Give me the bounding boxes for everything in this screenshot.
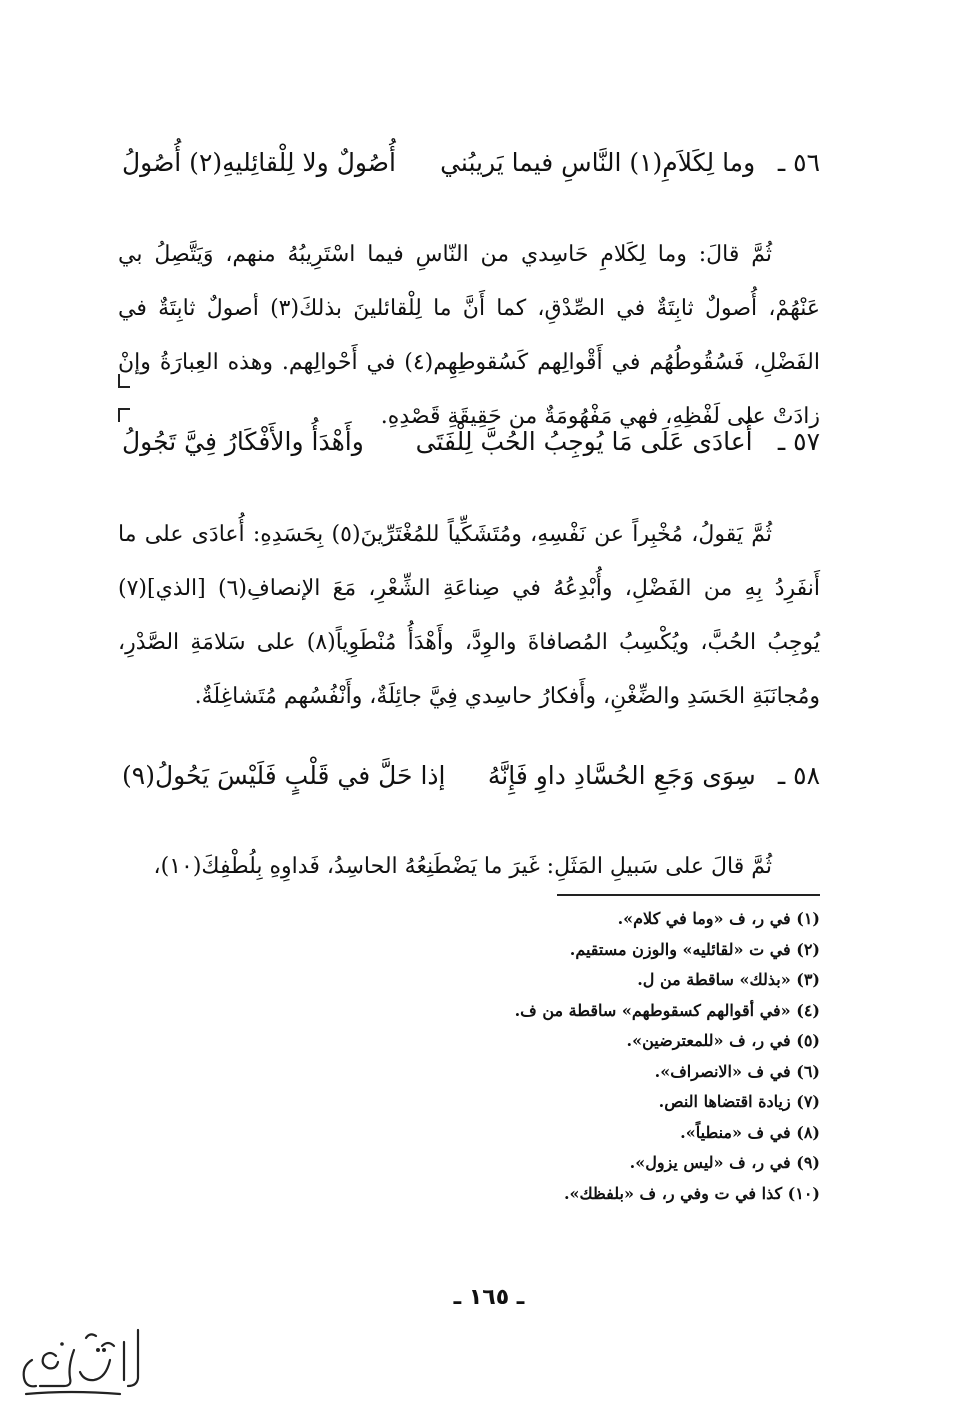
- page-number: ـ ١٦٥ ـ: [453, 1285, 525, 1310]
- section-end-mark: [118, 374, 130, 388]
- first-hemistich: سِوَى وَجَعِ الحُسَّادِ داوِ فَإِنَّهُ: [487, 761, 756, 790]
- footnote-item: (٦) في ف «الانصراف».: [654, 1061, 820, 1081]
- first-hemistich: وما لِكَلاَمِ(١) النَّاسِ فيما يَريبُني: [440, 148, 756, 177]
- commentary-paragraph: ثُمَّ قالَ: وما لِكَلامِ حَاسِدي من النّاسِ فيما اسْتَرِيبُهُ منهم، وَيَتَّصِلُ بي عَنْهُمْ، أُصولٌ ثابِتَةٌ في الصِّدْقِ، كما أَنَّ ما لِلْقائلينَ بذلكَ(٣) أصولٌ ثابِتَةٌ في الفَضْلِ، فَسُقُوطُهُم في أَقْوالِهم كَسُقوطِهِم(٤) في أَحْوالِهم. وهذه العِبارَةُ وإنْ زادَتْ على لَفْظِهِ، فهي مَفْهُومَةٌ من حَقِيقَةِ قَصْدِهِ.: [118, 242, 820, 429]
- commentary-paragraph: ثُمَّ يَقولُ، مُخْبِراً عن نَفْسِهِ، ومُتَشَكِّياً للمُغْتَرِّينَ(٥) بِحَسَدِهِ: أُعادَى على ما أَنفَرِدُ بِهِ من الفَضْلِ، وأُبْدِعُهُ في صِناعَةِ الشِّعْرِ، مَعَ الإنصافِ(٦) [الذي](٧) يُوجِبُ الحُبَّ، ويُكْسِبُ المُصافاةَ والوِدَّ، وأَهْدَأُ مُنْطَوِياً(٨) على سَلامَةِ الصَّدْرِ، ومُجانَبَةِ الحَسَدِ والضِّغْنِ، وأَفكارُ حاسِدي فِيَّ جائِلَةٌ، وأَنْفُسُهم مُتَشاغِلَةٌ.: [118, 522, 821, 709]
- second-hemistich: أُصُولٌ ولا لِلْقائِليهِ(٢) أُصُولُ: [121, 148, 396, 177]
- first-hemistich: أُعادَى عَلَى مَا يُوجِبُ الحُبَّ لِلْفَتَى: [415, 427, 753, 456]
- verse-57: [118, 421, 820, 463]
- footnote-item: (٤) «في أقوالهم كسقوطهم» ساقطة من ف.: [514, 1000, 820, 1020]
- footnote-item: (٥) في ر، ف «للمعترضين».: [626, 1031, 820, 1050]
- footnotes-list: [300, 904, 820, 1209]
- calligraphy-stamp-logo: [10, 1320, 160, 1410]
- footnote-item: (٢) في ت «لقائليه» والوزن مستقيم.: [569, 939, 820, 959]
- verse-number: ٥٧ ـ: [777, 427, 820, 456]
- verse-56: [118, 142, 820, 184]
- verse-number: ٥٦ ـ: [777, 148, 820, 177]
- commentary-paragraph: ثُمَّ قالَ على سَبيلِ المَثَلِ: غَيرَ ما يَضْطَنِعُهُ الحاسِدُ، فَداوِهِ بِلُطْفِكَ(١٠)،: [153, 854, 772, 879]
- footnote-item: (٩) في ر، ف «ليس يزول».: [629, 1153, 820, 1172]
- second-hemistich: وأَهْدَأُ والأَفْكَارُ فِيَّ تَجُولُ: [122, 427, 364, 456]
- section-start-mark: [118, 408, 130, 422]
- footnote-item: (٨) في ف «منطياً».: [680, 1122, 820, 1142]
- second-hemistich: إذا حَلَّ في قَلْبٍ فَلَيْسَ يَحُولُ(٩): [121, 761, 446, 790]
- footnote-divider: [557, 894, 820, 896]
- verse-58: [118, 755, 820, 797]
- footnote-item: (٣) «بذلك» ساقطة من ل.: [637, 970, 820, 989]
- footnote-item: (١) في ر، ف «وما في كلام».: [617, 909, 820, 928]
- footnote-item: (١٠) كذا في ت وفي ر، ف «بلفظك».: [563, 1183, 820, 1203]
- verse-number: ٥٨ ـ: [777, 761, 820, 790]
- footnote-item: (٧) زيادة اقتضاها النص.: [658, 1092, 820, 1111]
